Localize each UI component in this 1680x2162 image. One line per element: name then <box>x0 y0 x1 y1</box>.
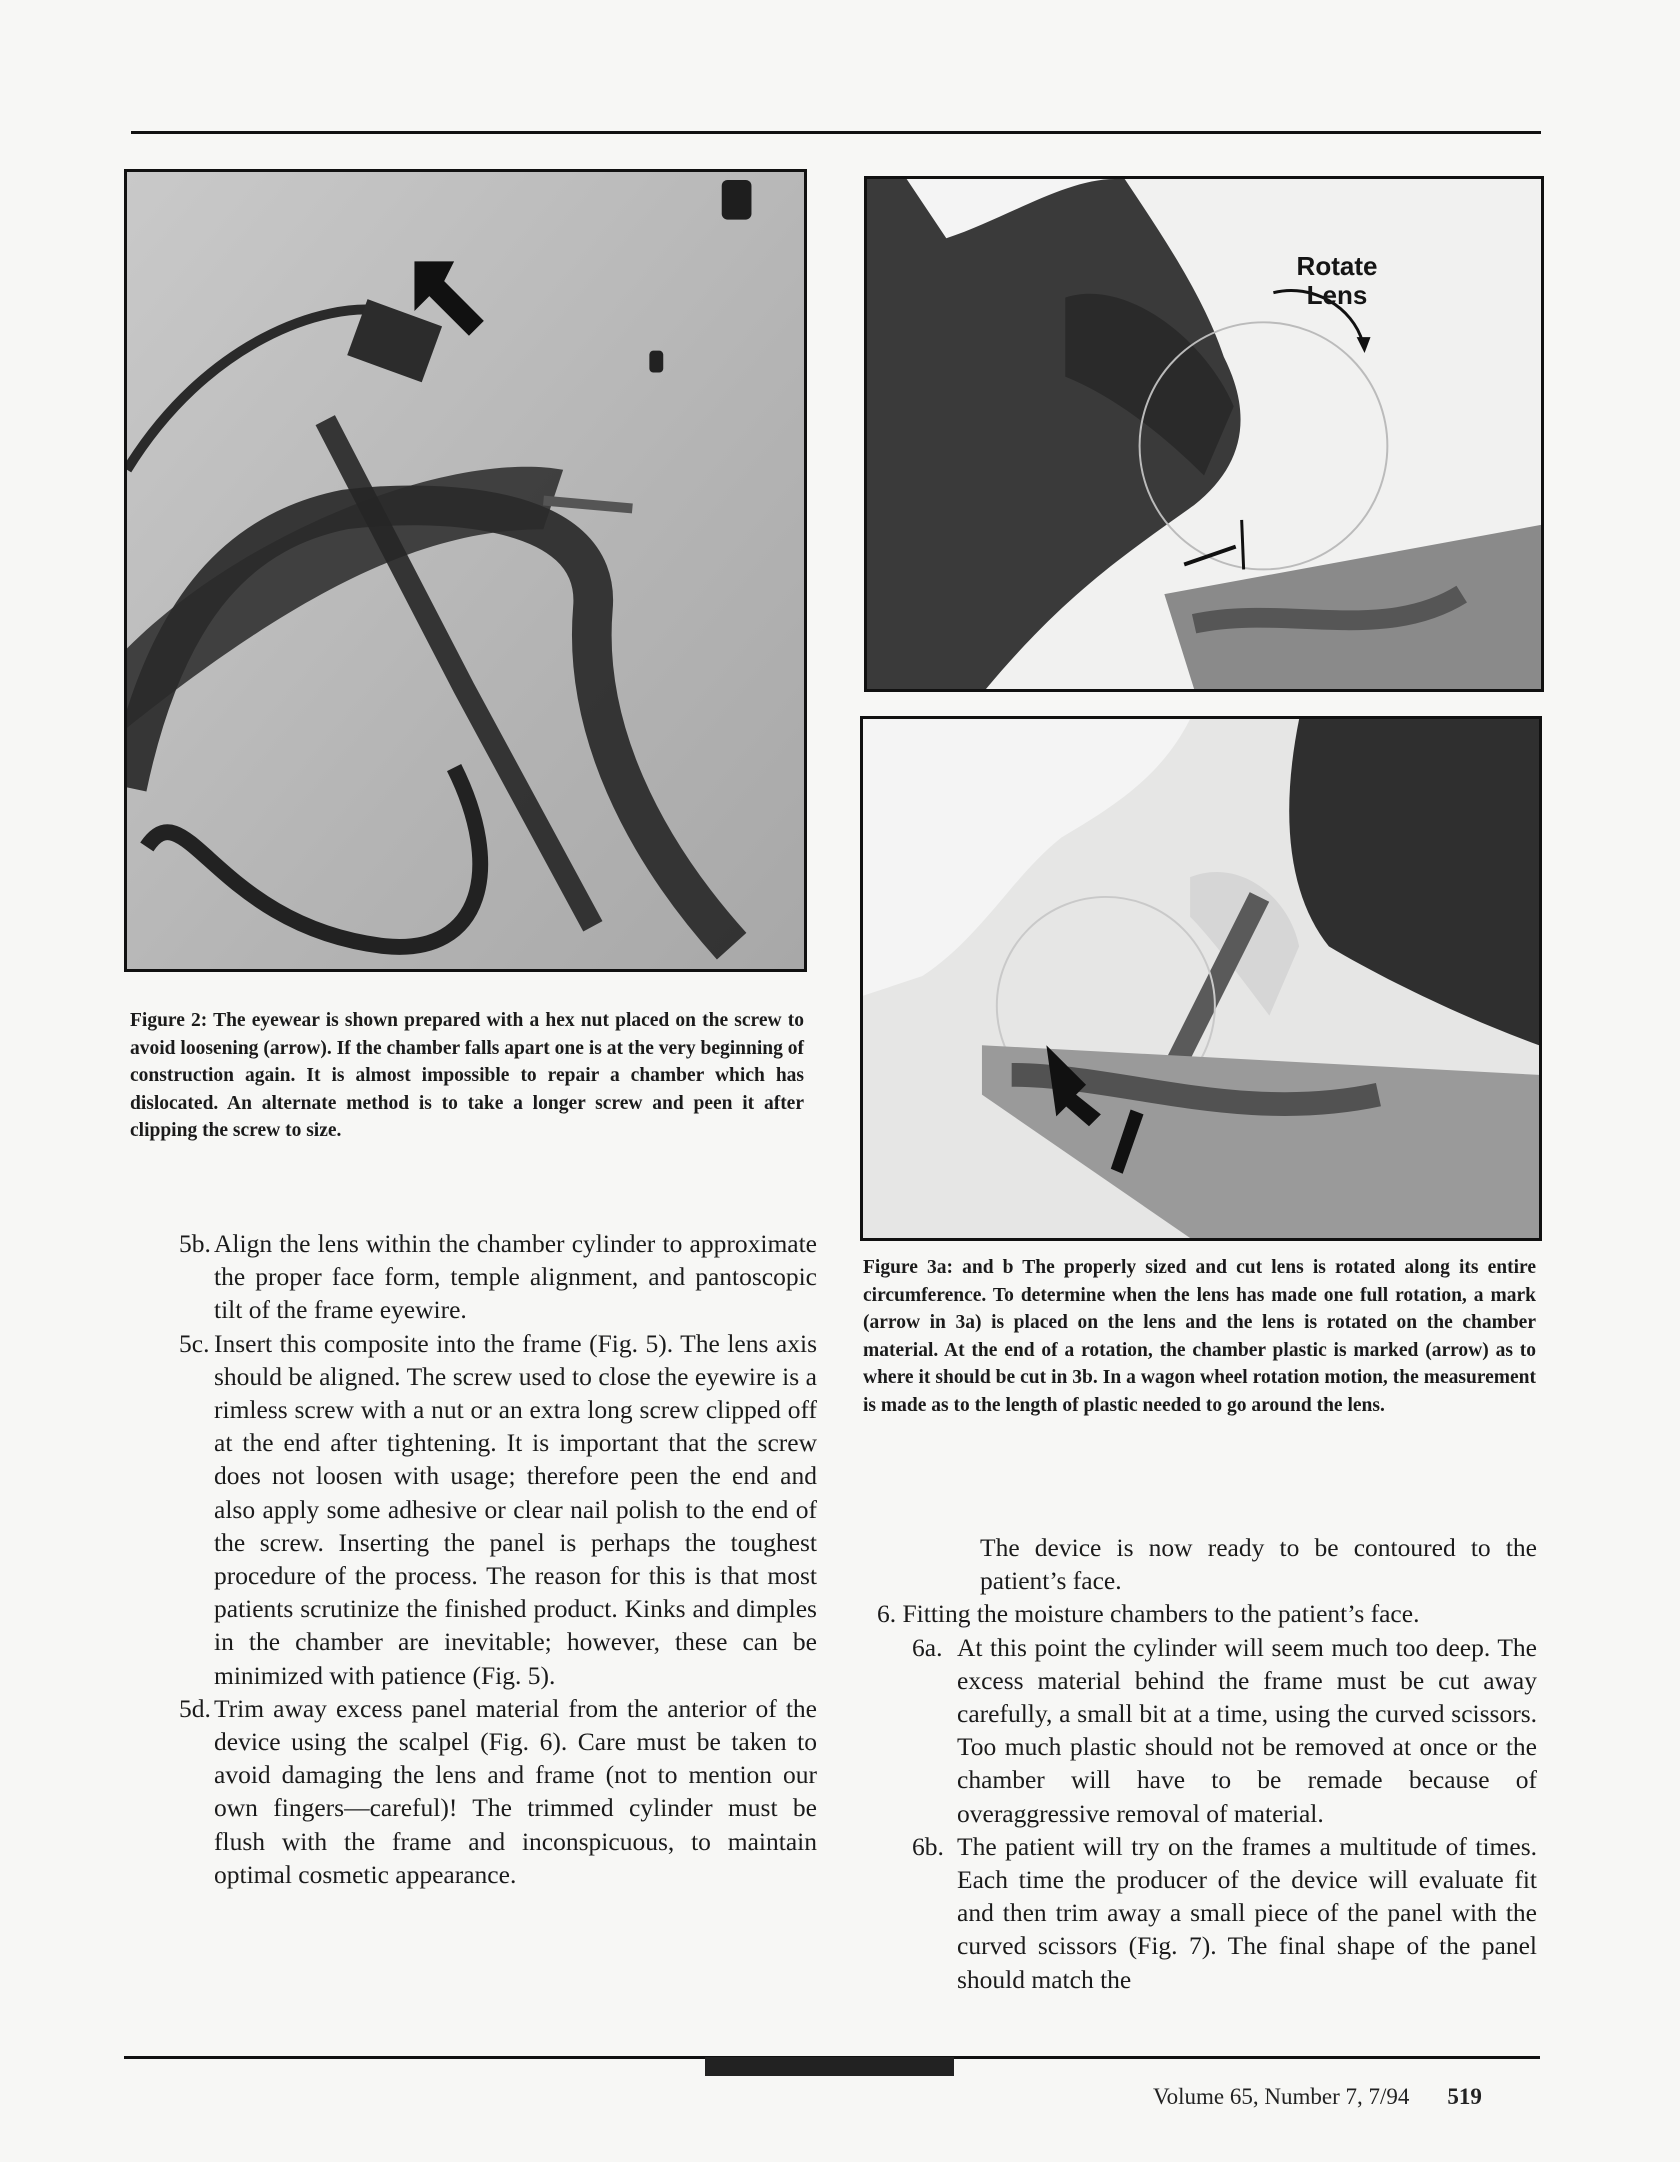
step-6b <box>912 1830 1537 1996</box>
step-number: 5d. <box>179 1693 211 1723</box>
annotation-rotate: Rotate <box>1296 251 1378 281</box>
step-5b <box>179 1227 817 1327</box>
top-rule <box>131 131 1541 134</box>
step-number: 6b. <box>912 1831 944 1861</box>
footer-black-bar <box>705 2057 954 2076</box>
left-column-text <box>179 1227 817 1891</box>
step-number: 5b. <box>179 1229 211 1258</box>
step-5d <box>179 1692 817 1891</box>
page-number: 519 <box>1447 2084 1482 2109</box>
continuation-paragraph <box>980 1531 1537 1597</box>
cut-plastic-photo-image <box>863 719 1539 1238</box>
figure-2-photo <box>124 169 807 972</box>
step-text: Insert this composite into the frame (Fig. 5). The lens axis should be aligned. The screw used to close the eyewire is a rimless screw with a nut or an extra long screw clipped off at the end after tightening. It is important that the screw does not loosen with usage; therefore peen the end and also apply some adhesive or clear nail polish to the end of the screw. Inserting the panel is perhaps the toughest procedure of the process. The reason for this is that most patients scrutinize the finished product. Kinks and dimples in the chamber are inevitable; however, these can be minimized with patience (Fig. 5). <box>214 1328 817 1690</box>
step-text: The patient will try on the frames a multitude of times. Each time the producer of the device will evaluate fit and then trim away a small piece of the panel with the curved scissors (Fig. 7). The final shape of the panel should match the <box>957 1831 1537 1994</box>
lens-mark <box>1242 520 1244 569</box>
step-text: Trim away excess panel material from the anterior of the device using the scalpel (Fig. 6). Care must be taken to avoid damaging the lens and frame (not to mention our own fingers—careful)! The trimmed cylinder must be flush with the frame and inconspicuous, to maintain optimal cosmetic appearance. <box>214 1693 817 1889</box>
issue-info: Volume 65, Number 7, 7/94 <box>1153 2084 1410 2109</box>
footer <box>1153 2084 1482 2110</box>
step-text: Fitting the moisture chambers to the patient’s face. <box>902 1599 1420 1629</box>
annotation-lens: Lens <box>1306 280 1368 310</box>
step-5c <box>179 1327 817 1692</box>
figure-2-caption: Figure 2: The eyewear is shown prepared with a hex nut placed on the screw to avoid loosening (arrow). If the chamber falls apart one is at the very beginning of construction again. It is almost impossible to repair a chamber which has dislocated. An alternate method is to take a longer screw and peen it after clipping the screw to size. <box>130 1010 804 1142</box>
right-column-text <box>877 1531 1537 1996</box>
step-text: At this point the cylinder will seem much too deep. The excess material behind the frame must be cut away carefully, a small bit at a time, using the curved scissors. Too much plastic should not be removed at once or the chamber will have to be remade because of overaggressive removal of material. <box>957 1632 1537 1828</box>
rotate-lens-photo-image <box>867 179 1541 689</box>
figure-3-caption: Figure 3a: and b The properly sized and cut lens is rotated along its entire circumference. To determine when the lens has made one full rotation, a mark (arrow in 3a) is placed on the lens and the lens is rotated on the chamber material. At the end of a rotation, the chamber plastic is marked (arrow) as to where it should be cut in 3b. In a wagon wheel rotation motion, the measurement is made as to the length of plastic needed to go around the lens. <box>863 1257 1536 1416</box>
paragraph-text: The device is now ready to be contoured to the patient’s face. <box>980 1533 1537 1596</box>
eyewear-photo-image <box>127 172 804 969</box>
rotate-lens-annotation <box>1272 252 1402 310</box>
step-6 <box>877 1597 1537 1630</box>
step-text: Align the lens within the chamber cylinder to approximate the proper face form, temple alignment, and pantoscopic tilt of the frame eyewire. <box>214 1229 817 1325</box>
step-number: 6. <box>877 1599 897 1629</box>
step-number: 6a. <box>912 1632 943 1662</box>
figure-3a-photo <box>864 176 1544 692</box>
step-6a <box>912 1631 1537 1830</box>
figure-3b-photo <box>860 716 1542 1241</box>
step-number: 5c. <box>179 1328 210 1358</box>
